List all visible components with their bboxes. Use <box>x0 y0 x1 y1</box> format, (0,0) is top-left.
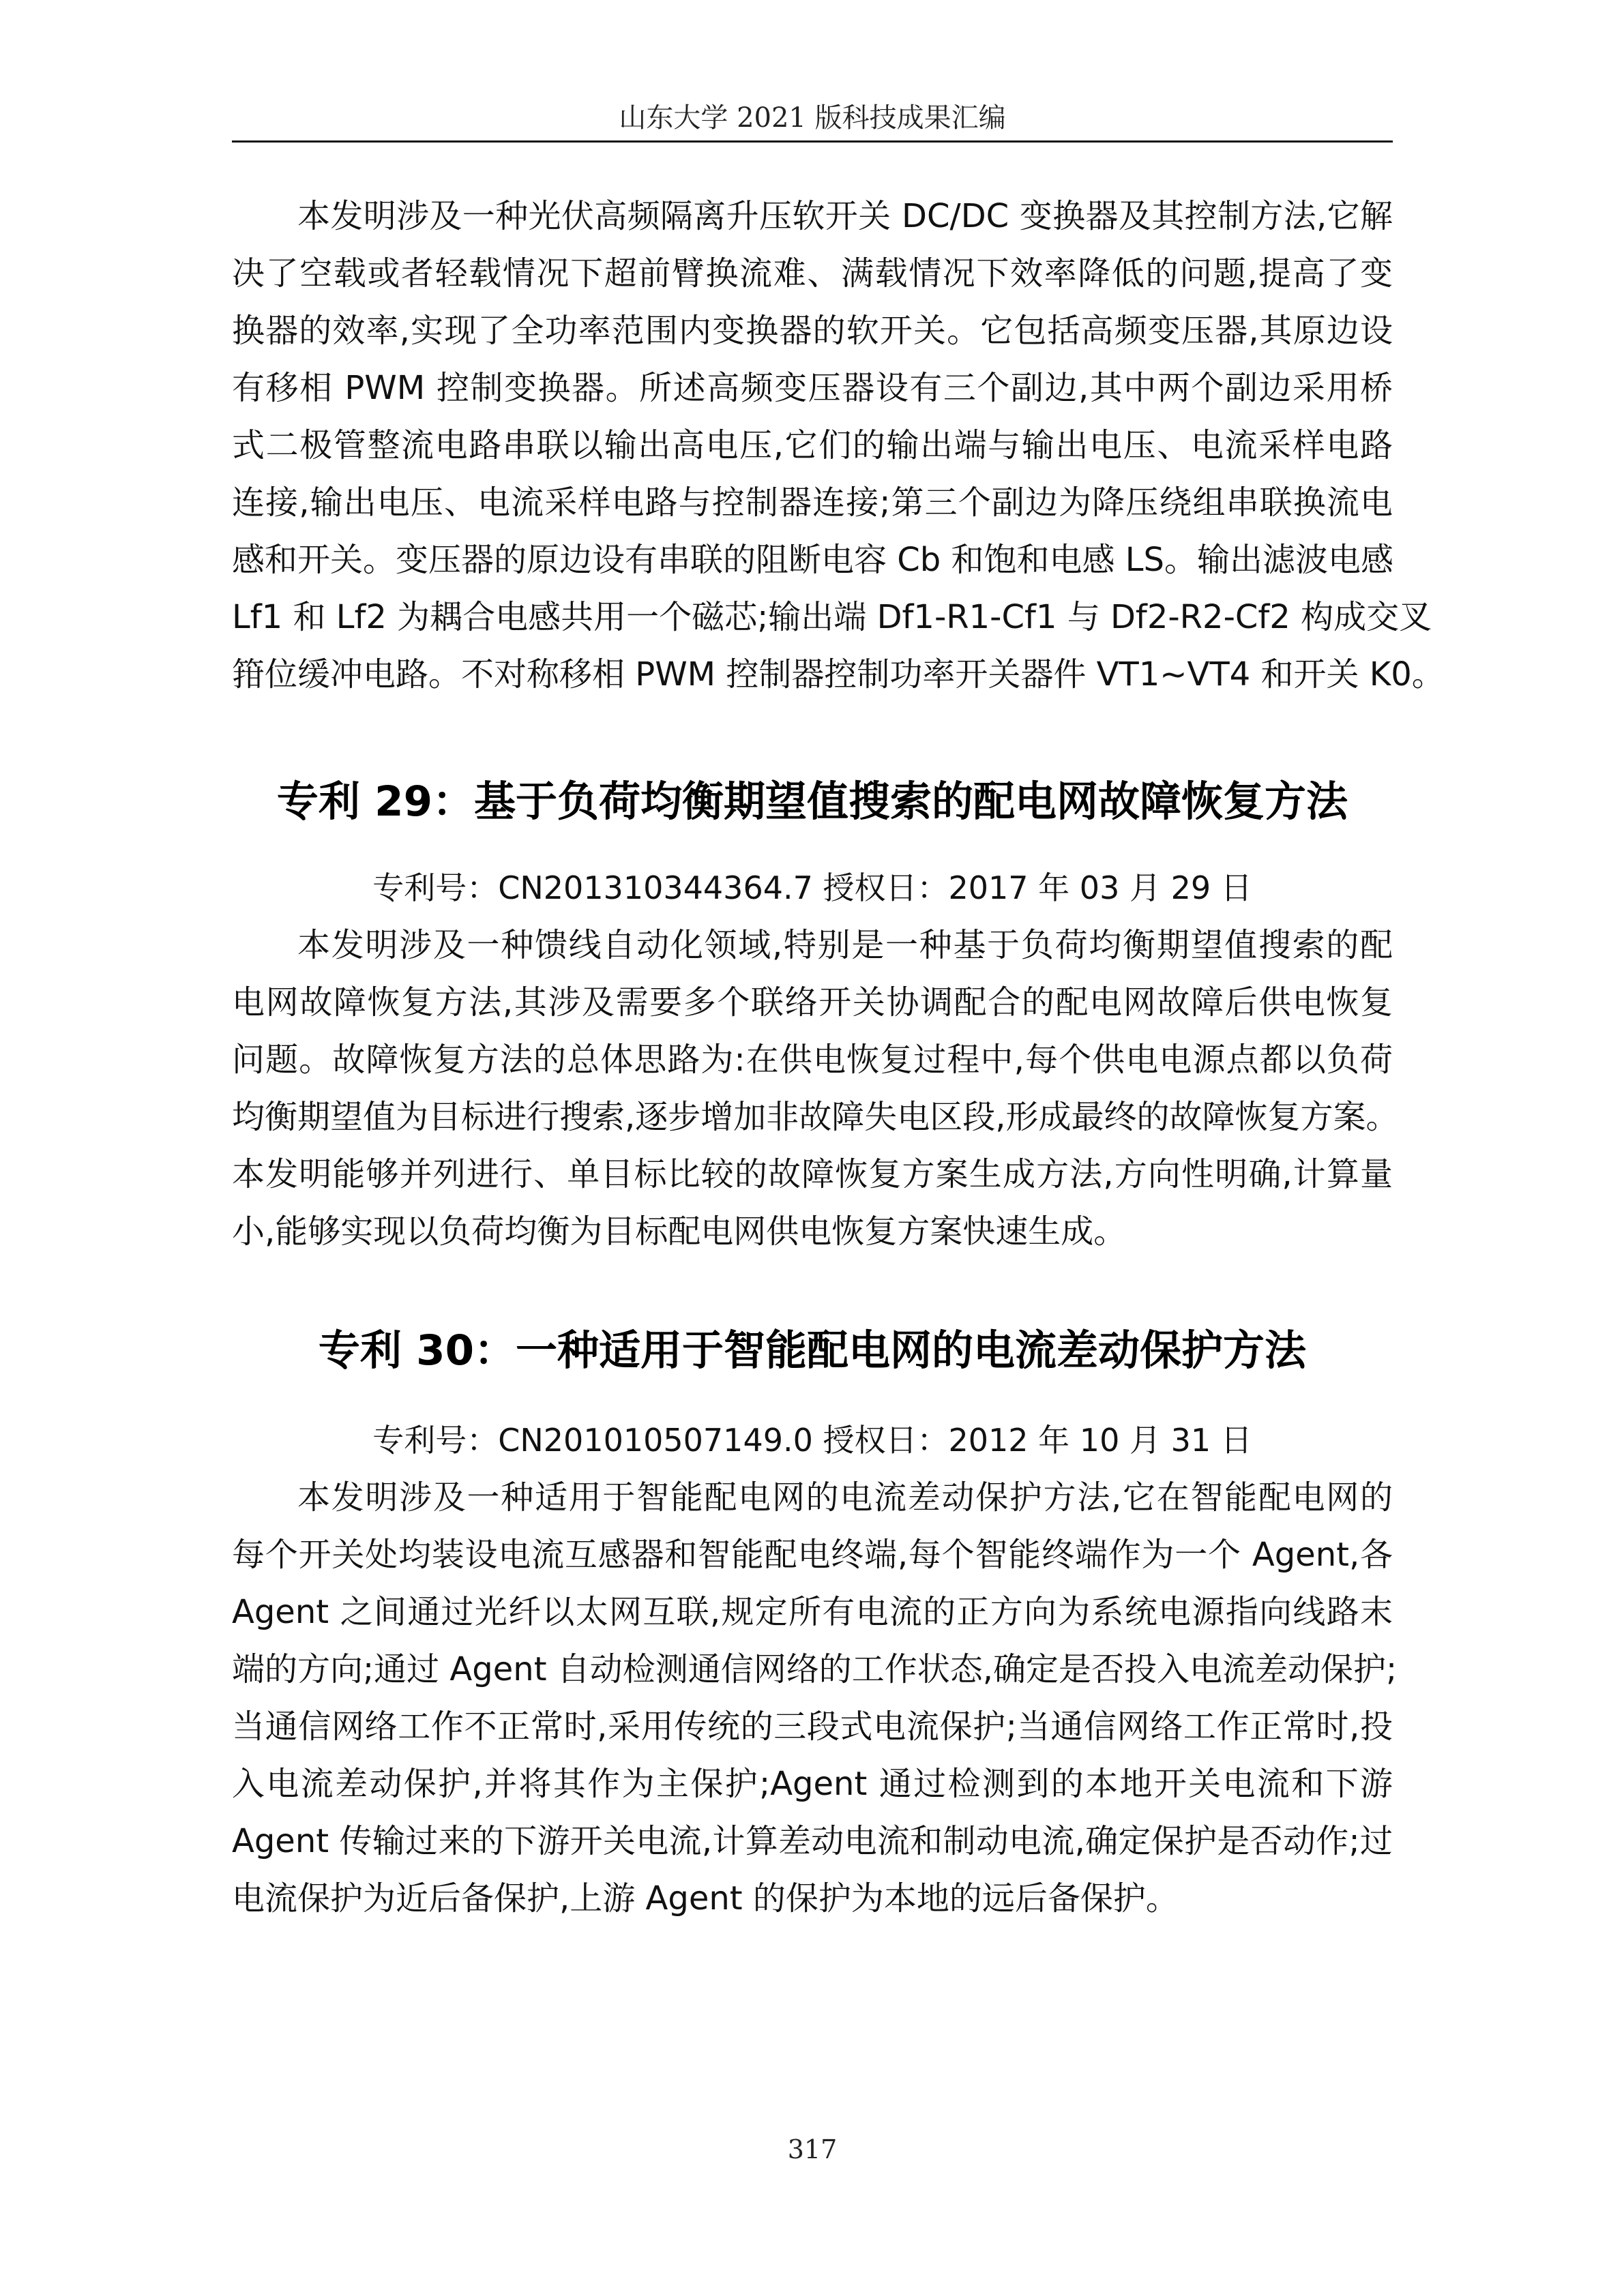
page-header: 山东大学 2021 版科技成果汇编 <box>619 102 1006 134</box>
paragraph-line: 感和开关。变压器的原边设有串联的阻断电容 Cb 和饱和电感 LS。输出滤波电感 <box>232 541 1393 579</box>
paragraph-line: 连接,输出电压、电流采样电路与控制器连接;第三个副边为降压绕组串联换流电 <box>232 483 1393 522</box>
paragraph-line: 决了空载或者轻载情况下超前臂换流难、满载情况下效率降低的问题,提高了变 <box>232 254 1393 293</box>
paragraph-line: 本发明涉及一种馈线自动化领域,特别是一种基于负荷均衡期望值搜索的配 <box>297 926 1393 964</box>
patent-abstract <box>232 1469 1398 1927</box>
patent-meta: 专利号：CN201010507149.0 授权日：2012 年 10 月 31 日 <box>372 1422 1252 1459</box>
paragraph-line: 有移相 PWM 控制变换器。所述高频变压器设有三个副边,其中两个副边采用桥 <box>232 369 1393 407</box>
page-number: 317 <box>787 2134 838 2164</box>
paragraph-line: 式二极管整流电路串联以输出高电压,它们的输出端与输出电压、电流采样电路 <box>232 426 1393 464</box>
paragraph-line: 换器的效率,实现了全功率范围内变换器的软开关。它包括高频变压器,其原边设 <box>232 312 1393 350</box>
paragraph-line: Lf1 和 Lf2 为耦合电感共用一个磁芯;输出端 Df1-R1-Cf1 与 Df2-R2-Cf2 构成交叉 <box>232 598 1432 636</box>
intro-paragraph <box>232 188 1445 703</box>
header-rule <box>232 140 1393 143</box>
section-title: 专利 29：基于负荷均衡期望值搜索的配电网故障恢复方法 <box>276 777 1348 826</box>
paragraph-line: 电网故障恢复方法,其涉及需要多个联络开关协调配合的配电网故障后供电恢复 <box>232 983 1393 1022</box>
paragraph-line: 当通信网络工作不正常时,采用传统的三段式电流保护;当通信网络工作正常时,投 <box>232 1708 1393 1746</box>
paragraph-line: 本发明能够并列进行、单目标比较的故障恢复方案生成方法,方向性明确,计算量 <box>232 1155 1393 1193</box>
section-title: 专利 30：一种适用于智能配电网的电流差动保护方法 <box>318 1326 1307 1375</box>
paragraph-line: Agent 传输过来的下游开关电流,计算差动电流和制动电流,确定保护是否动作;过 <box>232 1822 1393 1860</box>
paragraph-line: 本发明涉及一种适用于智能配电网的电流差动保护方法,它在智能配电网的 <box>297 1478 1393 1517</box>
paragraph-line: 电流保护为近后备保护,上游 Agent 的保护为本地的远后备保护。 <box>232 1879 1179 1918</box>
paragraph-line: 问题。故障恢复方法的总体思路为:在供电恢复过程中,每个供电电源点都以负荷 <box>232 1041 1393 1079</box>
paragraph-line: 本发明涉及一种光伏高频隔离升压软开关 DC/DC 变换器及其控制方法,它解 <box>297 197 1393 235</box>
patent-meta: 专利号：CN201310344364.7 授权日：2017 年 03 月 29 日 <box>372 869 1252 906</box>
paragraph-line: 入电流差动保护,并将其作为主保护;Agent 通过检测到的本地开关电流和下游 <box>232 1765 1393 1803</box>
paragraph-line: Agent 之间通过光纤以太网互联,规定所有电流的正方向为系统电源指向线路末 <box>232 1593 1393 1631</box>
paragraph-line: 箝位缓冲电路。不对称移相 PWM 控制器控制功率开关器件 VT1~VT4 和开关 K0。 <box>232 655 1445 694</box>
patent-abstract <box>232 916 1399 1260</box>
paragraph-line: 小,能够实现以负荷均衡为目标配电网供电恢复方案快速生成。 <box>232 1212 1127 1251</box>
paragraph-line: 每个开关处均装设电流互感器和智能配电终端,每个智能终端作为一个 Agent,各 <box>232 1536 1393 1574</box>
paragraph-line: 端的方向;通过 Agent 自动检测通信网络的工作状态,确定是否投入电流差动保护; <box>232 1650 1398 1688</box>
paragraph-line: 均衡期望值为目标进行搜索,逐步增加非故障失电区段,形成最终的故障恢复方案。 <box>232 1098 1399 1136</box>
